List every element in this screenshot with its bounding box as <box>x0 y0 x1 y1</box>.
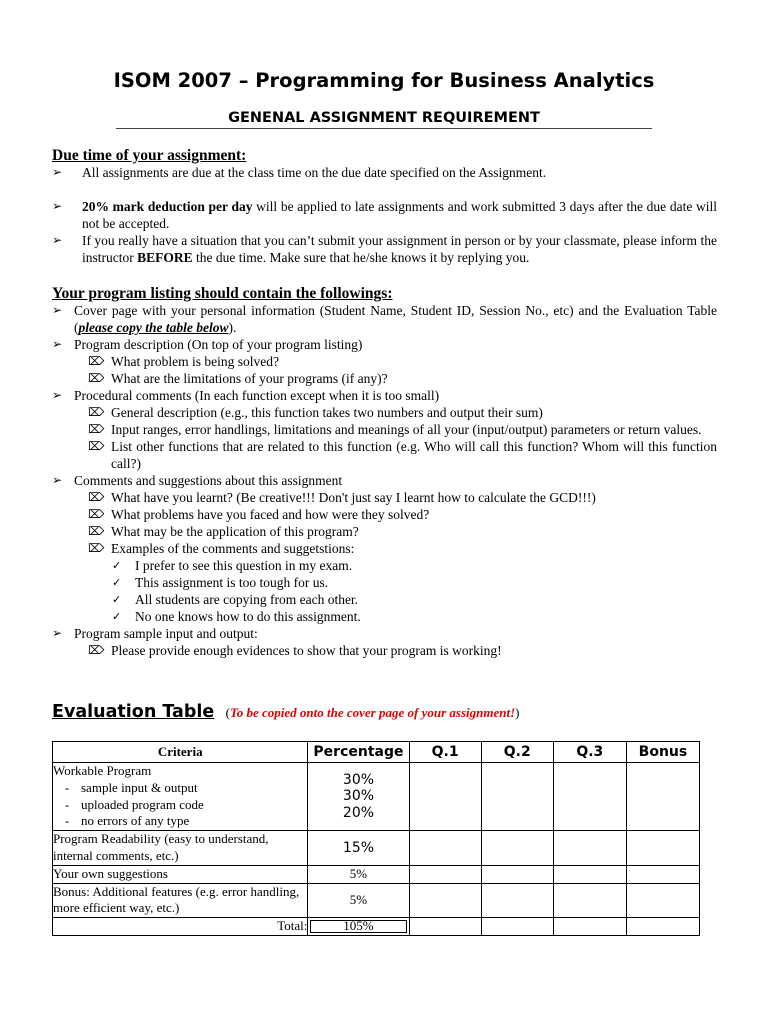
sample-io-item: Program sample input and output: <box>74 626 258 641</box>
q2-score-cell[interactable] <box>481 865 553 883</box>
criteria-cell <box>53 763 308 831</box>
pointer-bullet-icon: ⌦ <box>88 422 105 436</box>
check-icon: ✓ <box>112 559 122 572</box>
sub-list-item <box>88 523 717 540</box>
example-text: I prefer to see this question in my exam. <box>135 558 353 573</box>
check-icon: ✓ <box>112 610 122 623</box>
due-rule-class-time: All assignments are due at the class time on the due date specified on the Assignment. <box>82 165 547 180</box>
q3-score-cell[interactable] <box>553 865 626 883</box>
table-row <box>53 763 700 831</box>
pointer-bullet-icon: ⌦ <box>88 643 105 657</box>
example-text: No one knows how to do this assignment. <box>135 609 361 624</box>
pointer-bullet-icon: ⌦ <box>88 354 105 368</box>
sub-item-text: Please provide enough evidences to show that your program is working! <box>111 643 502 658</box>
percentage-value: 30% <box>342 788 375 805</box>
dash-marker: - <box>64 779 70 795</box>
pointer-bullet-icon: ⌦ <box>88 371 105 385</box>
sub-list-item <box>88 370 717 387</box>
sub-item-text: Input ranges, error handlings, limitations and meanings of all your (input/output) parameters or return values. <box>111 422 702 437</box>
page-title: ISOM 2007 – Programming for Business Analytics <box>113 69 655 92</box>
arrow-bullet-icon: ➢ <box>52 199 63 213</box>
percentage-cell: 5% <box>308 883 409 918</box>
percentage-value: 30% <box>342 771 375 788</box>
q3-total-cell[interactable] <box>553 918 626 936</box>
q3-score-cell[interactable] <box>553 763 626 831</box>
example-item <box>112 608 717 625</box>
pointer-bullet-icon: ⌦ <box>88 439 105 453</box>
dash-marker: - <box>64 813 70 829</box>
sub-criterion-text: no errors of any type <box>81 813 190 829</box>
arrow-bullet-icon: ➢ <box>52 473 63 487</box>
sub-criterion-text: uploaded program code <box>81 796 204 812</box>
percentage-value: 20% <box>342 804 375 821</box>
percentage-cell: 15% <box>308 831 409 866</box>
pointer-bullet-icon: ⌦ <box>88 524 105 538</box>
criteria-cell: Your own suggestions <box>53 865 308 883</box>
pointer-bullet-icon: ⌦ <box>88 405 105 419</box>
pointer-bullet-icon: ⌦ <box>88 541 105 555</box>
arrow-bullet-icon: ➢ <box>52 388 63 402</box>
list-item <box>52 232 717 266</box>
list-item <box>52 472 717 489</box>
bonus-score-cell[interactable] <box>626 763 699 831</box>
evaluation-heading <box>52 704 519 721</box>
check-icon: ✓ <box>112 593 122 606</box>
sub-criterion <box>53 797 307 814</box>
q2-score-cell[interactable] <box>481 763 553 831</box>
sub-item-text: What problem is being solved? <box>111 354 279 369</box>
listing-list <box>52 302 717 659</box>
sub-list-item <box>88 642 717 659</box>
inform-text-end: the due time. Make sure that he/she knows it by replying you. <box>192 250 530 265</box>
arrow-bullet-icon: ➢ <box>52 303 63 317</box>
percentage-cell <box>308 763 409 831</box>
example-text: This assignment is too tough for us. <box>135 575 329 590</box>
evaluation-note-text: To be copied onto the cover page of your assignment! <box>229 705 516 720</box>
sub-list-item <box>88 540 717 557</box>
cover-text-end: ). <box>228 320 237 335</box>
q2-score-cell[interactable] <box>481 831 553 866</box>
example-text: All students are copying from each other. <box>135 592 359 607</box>
note-paren-open: ( <box>225 705 230 720</box>
sub-list-item <box>88 489 717 506</box>
title-divider <box>116 128 652 129</box>
page-subtitle: GENENAL ASSIGNMENT REQUIREMENT <box>228 110 540 126</box>
list-item <box>52 625 717 642</box>
table-row <box>53 831 700 866</box>
bonus-total-cell[interactable] <box>626 918 699 936</box>
criteria-cell: Program Readability (easy to understand, internal comments, etc.) <box>53 831 308 866</box>
list-item <box>52 387 717 404</box>
before-emphasis: BEFORE <box>137 250 193 265</box>
list-item <box>52 198 717 232</box>
q1-header: Q.1 <box>409 742 481 763</box>
deduction-emphasis: 20% mark deduction per day <box>82 199 253 214</box>
percentage-header: Percentage <box>308 742 409 763</box>
listing-heading: Your program listing should contain the followings: <box>52 285 393 302</box>
table-header-row <box>53 742 700 763</box>
sub-list-item <box>88 421 717 438</box>
due-time-heading: Due time of your assignment: <box>52 147 247 164</box>
total-label: Total: <box>53 918 308 936</box>
list-item <box>52 302 717 336</box>
pointer-bullet-icon: ⌦ <box>88 490 105 504</box>
sub-list-item <box>88 506 717 523</box>
percentage-cell: 5% <box>308 865 409 883</box>
example-item <box>112 557 717 574</box>
sub-item-text: What have you learnt? (Be creative!!! Don't just say I learnt how to calculate the GCD!!!) <box>111 490 596 505</box>
sub-item-text: General description (e.g., this function takes two numbers and output their sum) <box>111 405 543 420</box>
deduction-text: will be applied to late assignments and work submitted 3 days after the due date will not be accepted. <box>82 199 717 231</box>
pointer-bullet-icon: ⌦ <box>88 507 105 521</box>
copy-table-emphasis: please copy the table below <box>78 320 229 335</box>
note-paren-close: ) <box>515 705 520 720</box>
cover-page-item <box>74 302 717 336</box>
bonus-header: Bonus <box>626 742 699 763</box>
sub-list-item <box>88 353 717 370</box>
sub-criterion <box>53 813 307 830</box>
q3-score-cell[interactable] <box>553 831 626 866</box>
q3-score-cell[interactable] <box>553 883 626 918</box>
sub-item-text: What are the limitations of your programs (if any)? <box>111 371 388 386</box>
procedural-comments-item: Procedural comments (In each function except when it is too small) <box>74 388 440 403</box>
q1-total-cell[interactable] <box>409 918 481 936</box>
arrow-bullet-icon: ➢ <box>52 165 63 179</box>
sub-item-text: List other functions that are related to this function (e.g. Who will call this function? Whom will this function call?) <box>111 439 717 471</box>
bonus-score-cell[interactable] <box>626 831 699 866</box>
arrow-bullet-icon: ➢ <box>52 233 63 247</box>
due-time-list <box>52 164 717 266</box>
sub-item-text: What problems have you faced and how were they solved? <box>111 507 430 522</box>
sub-item-text: Examples of the comments and suggetstions: <box>111 541 355 556</box>
q2-header: Q.2 <box>481 742 553 763</box>
q1-score-cell[interactable] <box>409 865 481 883</box>
criteria-cell: Bonus: Additional features (e.g. error handling, more efficient way, etc.) <box>53 883 308 918</box>
list-item <box>52 164 717 181</box>
total-row <box>53 918 700 936</box>
evaluation-title: Evaluation Table <box>52 702 215 722</box>
q2-score-cell[interactable] <box>481 883 553 918</box>
dash-marker: - <box>64 796 70 812</box>
example-item <box>112 574 717 591</box>
workable-program-label: Workable Program <box>53 763 152 778</box>
sub-criterion-text: sample input & output <box>81 779 198 795</box>
sub-item-text: What may be the application of this program? <box>111 524 359 539</box>
check-icon: ✓ <box>112 576 122 589</box>
q2-total-cell[interactable] <box>481 918 553 936</box>
due-rule-deduction <box>82 198 717 232</box>
example-item <box>112 591 717 608</box>
table-row <box>53 865 700 883</box>
bonus-score-cell[interactable] <box>626 865 699 883</box>
q3-header: Q.3 <box>553 742 626 763</box>
evaluation-table <box>52 741 700 936</box>
q1-score-cell[interactable] <box>409 883 481 918</box>
criteria-header: Criteria <box>53 742 308 763</box>
sub-list-item <box>88 404 717 421</box>
q1-score-cell[interactable] <box>409 763 481 831</box>
sub-list-item <box>88 438 717 472</box>
cover-text: Cover page with your personal information (Student Name, Student ID, Session No., etc) and the Evaluation Table ( <box>74 303 717 335</box>
list-item <box>52 336 717 353</box>
bonus-score-cell[interactable] <box>626 883 699 918</box>
arrow-bullet-icon: ➢ <box>52 626 63 640</box>
arrow-bullet-icon: ➢ <box>52 337 63 351</box>
sub-criterion <box>53 780 307 797</box>
evaluation-note <box>226 705 520 720</box>
q1-score-cell[interactable] <box>409 831 481 866</box>
due-rule-inform <box>82 232 717 266</box>
total-percentage: 105% <box>308 918 409 936</box>
inform-text-start: If you really have a situation that you can’t submit your assignment in person or by your classmate, please inform the instructor <box>82 233 717 265</box>
program-description-item: Program description (On top of your program listing) <box>74 337 363 352</box>
comments-item: Comments and suggestions about this assignment <box>74 473 343 488</box>
table-row <box>53 883 700 918</box>
